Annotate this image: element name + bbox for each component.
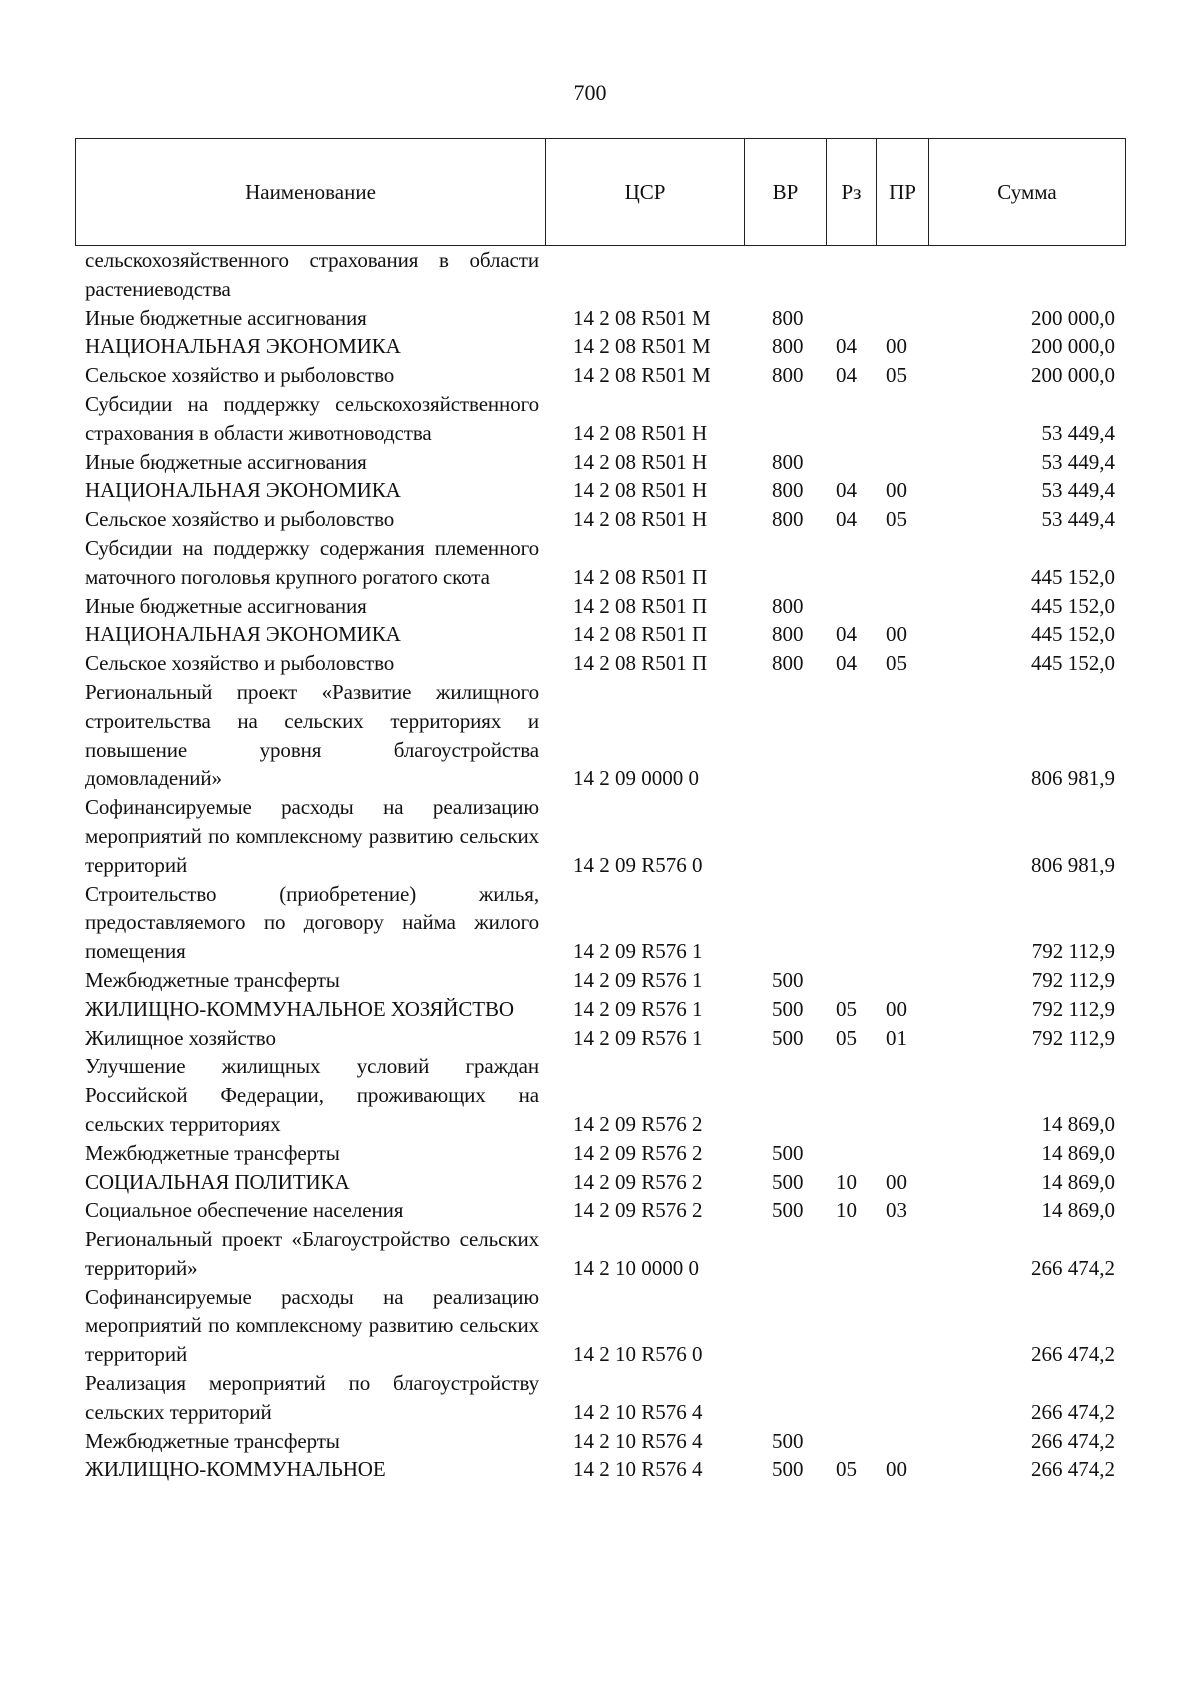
cell-rz	[826, 1283, 876, 1369]
cell-vr	[744, 678, 826, 793]
table-row	[75, 1168, 1125, 1197]
cell-vr: 800	[772, 305, 804, 330]
cell-sum: 266 474,2	[1031, 1428, 1115, 1453]
cell-sum: 200 000,0	[1031, 305, 1115, 330]
cell-pr: 01	[886, 1025, 907, 1050]
cell-pr: 00	[886, 334, 907, 359]
cell-vr: 800	[772, 478, 804, 503]
cell-pr	[876, 534, 928, 592]
table-row	[75, 966, 1125, 995]
cell-vr: 500	[772, 1428, 804, 1453]
cell-name: НАЦИОНАЛЬНАЯ ЭКОНОМИКА	[85, 334, 401, 359]
table-row	[75, 448, 1125, 477]
cell-rz	[826, 1052, 876, 1138]
cell-sum: 792 112,9	[1031, 939, 1115, 964]
cell-name: Иные бюджетные ассигнования	[85, 449, 367, 474]
cell-name: НАЦИОНАЛЬНАЯ ЭКОНОМИКА	[85, 622, 401, 647]
cell-csr: 14 2 08 R501 M	[573, 334, 711, 359]
cell-csr: 14 2 09 R576 1	[573, 996, 703, 1021]
cell-sum	[928, 246, 1125, 304]
cell-vr	[744, 246, 826, 304]
table-row	[75, 1196, 1125, 1225]
cell-csr: 14 2 08 R501 M	[573, 305, 711, 330]
cell-csr: 14 2 09 R576 2	[573, 1198, 703, 1223]
cell-pr	[876, 592, 928, 621]
cell-pr	[876, 1225, 928, 1283]
cell-vr: 500	[772, 1198, 804, 1223]
budget-table	[75, 246, 1125, 1484]
cell-rz	[826, 592, 876, 621]
cell-csr: 14 2 08 R501 M	[573, 363, 711, 388]
cell-sum: 445 152,0	[1031, 651, 1115, 676]
cell-vr: 500	[772, 967, 804, 992]
table-row	[75, 1139, 1125, 1168]
cell-rz	[826, 1139, 876, 1168]
cell-rz	[826, 390, 876, 448]
cell-name: Сельское хозяйство и рыболовство	[85, 363, 395, 388]
cell-csr: 14 2 09 R576 2	[573, 1111, 703, 1136]
header-vr: ВР	[745, 139, 827, 246]
cell-sum: 792 112,9	[1031, 967, 1115, 992]
table-row	[75, 534, 1125, 592]
cell-csr: 14 2 08 R501 H	[573, 507, 708, 532]
cell-name: Региональный проект «Благоустройство сельских территорий»	[85, 1227, 539, 1280]
cell-rz	[826, 534, 876, 592]
cell-pr	[876, 1052, 928, 1138]
cell-csr: 14 2 08 R501 H	[573, 449, 708, 474]
table-row	[75, 1283, 1125, 1369]
cell-rz	[826, 1225, 876, 1283]
table-row	[75, 505, 1125, 534]
cell-pr: 00	[886, 478, 907, 503]
cell-vr	[744, 1369, 826, 1427]
cell-csr: 14 2 10 R576 4	[573, 1399, 703, 1424]
cell-sum: 266 474,2	[1031, 1255, 1115, 1280]
cell-csr	[545, 246, 744, 304]
cell-rz: 04	[836, 363, 857, 388]
cell-name: Строительство (приобретение) жилья, предоставляемого по договору найма жилого помещения	[85, 881, 539, 964]
cell-pr	[876, 1369, 928, 1427]
cell-pr	[876, 678, 928, 793]
cell-csr: 14 2 08 R501 П	[573, 593, 708, 618]
cell-rz	[826, 966, 876, 995]
table-row	[75, 678, 1125, 793]
cell-name: Социальное обеспечение населения	[85, 1198, 404, 1223]
cell-vr: 800	[772, 334, 804, 359]
cell-sum: 53 449,4	[1041, 420, 1115, 445]
table-row	[75, 1369, 1125, 1427]
cell-sum: 266 474,2	[1031, 1342, 1115, 1367]
cell-csr: 14 2 10 R576 4	[573, 1428, 703, 1453]
cell-vr	[744, 390, 826, 448]
table-row	[75, 649, 1125, 678]
cell-name: Реализация мероприятий по благоустройству сельских территорий	[85, 1371, 539, 1424]
cell-vr	[744, 1283, 826, 1369]
cell-pr	[876, 304, 928, 333]
cell-vr: 500	[772, 1169, 804, 1194]
cell-csr: 14 2 08 R501 H	[573, 478, 708, 503]
cell-name: Региональный проект «Развитие жилищного строительства на сельских территориях и повышение уровня благоустройства домовладений»	[85, 679, 539, 791]
cell-sum: 266 474,2	[1031, 1399, 1115, 1424]
cell-rz	[826, 678, 876, 793]
cell-sum: 14 869,0	[1041, 1198, 1115, 1223]
cell-name: Жилищное хозяйство	[85, 1025, 276, 1050]
table-row	[75, 304, 1125, 333]
table-row	[75, 880, 1125, 966]
cell-vr: 800	[772, 622, 804, 647]
cell-vr: 800	[772, 651, 804, 676]
cell-name: СОЦИАЛЬНАЯ ПОЛИТИКА	[85, 1169, 350, 1194]
cell-pr	[876, 448, 928, 477]
cell-vr: 800	[772, 449, 804, 474]
cell-pr	[876, 880, 928, 966]
cell-rz	[826, 1369, 876, 1427]
cell-name: Софинансируемые расходы на реализацию мероприятий по комплексному развитию сельских территорий	[85, 795, 539, 877]
budget-table-body	[75, 246, 1125, 1484]
cell-vr: 500	[772, 1457, 804, 1482]
cell-name: Субсидии на поддержку сельскохозяйственного страхования в области животноводства	[85, 391, 539, 445]
cell-name: Софинансируемые расходы на реализацию мероприятий по комплексному развитию сельских территорий	[85, 1284, 539, 1367]
page-number: 700	[573, 80, 607, 105]
table-row	[75, 793, 1125, 879]
cell-rz: 04	[836, 478, 857, 503]
cell-sum: 53 449,4	[1041, 507, 1115, 532]
cell-name: ЖИЛИЩНО-КОММУНАЛЬНОЕ ХОЗЯЙСТВО	[85, 996, 514, 1021]
cell-vr	[744, 880, 826, 966]
cell-rz	[826, 880, 876, 966]
table-row	[75, 246, 1125, 304]
header-rz: Рз	[827, 139, 877, 246]
cell-pr: 05	[886, 651, 907, 676]
cell-rz: 05	[836, 1025, 857, 1050]
cell-name: Сельское хозяйство и рыболовство	[85, 651, 395, 676]
cell-sum: 806 981,9	[1031, 852, 1115, 877]
cell-name: Межбюджетные трансферты	[85, 967, 340, 992]
cell-pr: 05	[886, 507, 907, 532]
header-name: Наименование	[76, 139, 546, 246]
cell-rz	[826, 793, 876, 879]
cell-csr: 14 2 10 R576 0	[573, 1342, 703, 1367]
cell-pr	[876, 246, 928, 304]
cell-pr	[876, 1139, 928, 1168]
header-pr: ПР	[877, 139, 929, 246]
cell-name: ЖИЛИЩНО-КОММУНАЛЬНОЕ	[85, 1457, 386, 1482]
table-row	[75, 1455, 1125, 1484]
cell-csr: 14 2 09 R576 1	[573, 967, 703, 992]
cell-rz: 05	[836, 996, 857, 1021]
cell-name: Субсидии на поддержку содержания племенного маточного поголовья крупного рогатого скота	[85, 535, 539, 589]
cell-pr: 00	[886, 1169, 907, 1194]
cell-sum: 14 869,0	[1041, 1140, 1115, 1165]
cell-sum: 14 869,0	[1041, 1169, 1115, 1194]
cell-csr: 14 2 09 R576 1	[573, 1025, 703, 1050]
cell-pr	[876, 1427, 928, 1456]
cell-vr	[744, 1052, 826, 1138]
cell-csr: 14 2 09 R576 1	[573, 939, 703, 964]
cell-sum: 792 112,9	[1031, 996, 1115, 1021]
cell-csr: 14 2 08 R501 П	[573, 564, 708, 589]
cell-rz: 05	[836, 1457, 857, 1482]
table-row	[75, 476, 1125, 505]
header-csr: ЦСР	[546, 139, 745, 246]
cell-sum: 200 000,0	[1031, 363, 1115, 388]
cell-pr	[876, 966, 928, 995]
cell-name: Сельское хозяйство и рыболовство	[85, 507, 395, 532]
cell-pr: 05	[886, 363, 907, 388]
cell-pr: 00	[886, 622, 907, 647]
table-row	[75, 390, 1125, 448]
table-header	[75, 138, 1126, 246]
cell-sum: 266 474,2	[1031, 1457, 1115, 1482]
header-sum: Сумма	[929, 139, 1126, 246]
cell-sum: 200 000,0	[1031, 334, 1115, 359]
cell-sum: 53 449,4	[1041, 478, 1115, 503]
cell-rz: 04	[836, 334, 857, 359]
table-row	[75, 1225, 1125, 1283]
cell-csr: 14 2 09 R576 0	[573, 852, 703, 877]
cell-rz	[826, 448, 876, 477]
cell-sum: 792 112,9	[1031, 1025, 1115, 1050]
cell-csr: 14 2 08 R501 П	[573, 651, 708, 676]
cell-name: Межбюджетные трансферты	[85, 1428, 340, 1453]
cell-csr: 14 2 10 R576 4	[573, 1457, 703, 1482]
cell-vr: 800	[772, 363, 804, 388]
cell-pr: 00	[886, 1457, 907, 1482]
table-row	[75, 592, 1125, 621]
cell-sum: 445 152,0	[1031, 593, 1115, 618]
cell-vr: 500	[772, 1025, 804, 1050]
cell-sum: 806 981,9	[1031, 766, 1115, 791]
cell-name: Улучшение жилищных условий граждан Российской Федерации, проживающих на сельских территориях	[85, 1054, 539, 1136]
cell-name: Иные бюджетные ассигнования	[85, 305, 367, 330]
cell-pr: 00	[886, 996, 907, 1021]
cell-csr: 14 2 08 R501 H	[573, 420, 708, 445]
cell-pr	[876, 793, 928, 879]
cell-name: Иные бюджетные ассигнования	[85, 593, 367, 618]
table-row	[75, 620, 1125, 649]
cell-vr: 500	[772, 1140, 804, 1165]
cell-csr: 14 2 09 R576 2	[573, 1140, 703, 1165]
cell-vr	[744, 534, 826, 592]
cell-csr: 14 2 09 0000 0	[573, 766, 699, 791]
cell-csr: 14 2 09 R576 2	[573, 1169, 703, 1194]
cell-pr	[876, 1283, 928, 1369]
cell-name: сельскохозяйственного страхования в области растениеводства	[85, 248, 539, 301]
cell-sum: 14 869,0	[1041, 1111, 1115, 1136]
cell-name: НАЦИОНАЛЬНАЯ ЭКОНОМИКА	[85, 478, 401, 503]
cell-vr: 500	[772, 996, 804, 1021]
table-row	[75, 1024, 1125, 1053]
cell-rz: 10	[836, 1169, 857, 1194]
cell-rz	[826, 304, 876, 333]
table-row	[75, 332, 1125, 361]
cell-csr: 14 2 08 R501 П	[573, 622, 708, 647]
cell-vr: 800	[772, 507, 804, 532]
cell-pr: 03	[886, 1198, 907, 1223]
table-row	[75, 361, 1125, 390]
cell-pr	[876, 390, 928, 448]
cell-rz: 04	[836, 651, 857, 676]
cell-csr: 14 2 10 0000 0	[573, 1255, 699, 1280]
cell-vr: 800	[772, 593, 804, 618]
cell-rz	[826, 246, 876, 304]
cell-sum: 53 449,4	[1041, 449, 1115, 474]
cell-name: Межбюджетные трансферты	[85, 1140, 340, 1165]
cell-vr	[744, 1225, 826, 1283]
table-row	[75, 1427, 1125, 1456]
table-row	[75, 1052, 1125, 1138]
cell-sum: 445 152,0	[1031, 622, 1115, 647]
cell-rz: 10	[836, 1198, 857, 1223]
cell-vr	[744, 793, 826, 879]
cell-rz: 04	[836, 622, 857, 647]
cell-rz: 04	[836, 507, 857, 532]
table-row	[75, 995, 1125, 1024]
cell-sum: 445 152,0	[1031, 564, 1115, 589]
cell-rz	[826, 1427, 876, 1456]
